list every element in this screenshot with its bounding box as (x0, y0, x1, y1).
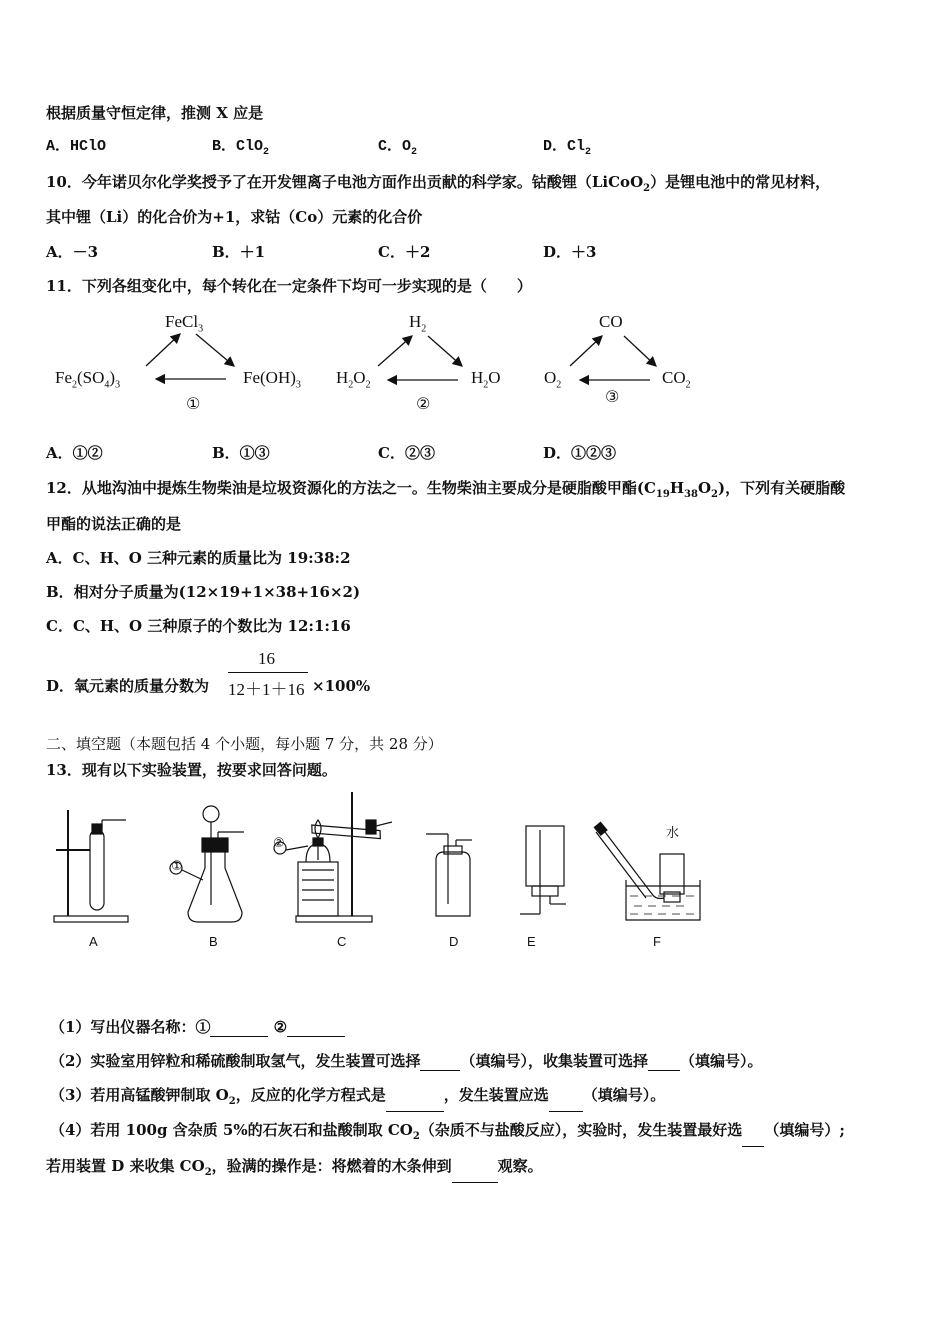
blank-2[interactable] (287, 1020, 345, 1037)
label-f: F (653, 934, 661, 949)
q10-option-b: B．＋1 (212, 243, 266, 261)
q9-stem-tail: 根据质量守恒定律，推测 X 应是 (46, 104, 264, 122)
q12-stem-line1: 12．从地沟油中提炼生物柴油是垃圾资源化的方法之一。生物柴油主要成分是硬脂酸甲酯$(C_{19}H_{38}O_2)$，下列有关硬脂酸 (46, 479, 846, 500)
diagram2-right: $H_2O$ (471, 368, 501, 391)
q12-option-c: C．C、H、O 三种原子的个数比为 12:1:16 (46, 617, 351, 635)
q12-option-d-tail: ×100% (312, 677, 371, 695)
q12-option-b: B．相对分子质量为(12×19+1×38+16×2) (46, 583, 361, 601)
blank-3[interactable] (420, 1054, 460, 1071)
blank-1[interactable] (210, 1020, 268, 1037)
d1-arrow-down (196, 334, 234, 366)
q11-stem: 11．下列各组变化中，每个转化在一定条件下均可一步实现的是（ ） (46, 277, 532, 295)
q13-stem: 13．现有以下实验装置，按要求回答问题。 (46, 761, 337, 779)
q13-part3: （3）若用高锰酸钾制取 $O_2$，反应的化学方程式是 ，发生装置应选 （填编号）。 (50, 1085, 665, 1112)
diagram2-top: $H_2$ (409, 312, 427, 335)
q9-option-d: D．$Cl_2$ (543, 138, 592, 158)
diagram1-top: FeCl$_3$ (165, 312, 204, 335)
q11-arrows (0, 0, 950, 430)
label-a: A (89, 934, 98, 949)
q10-option-a: A．－3 (46, 243, 99, 261)
q9-option-b: B．ClO$_2$ (212, 138, 270, 158)
d1-arrow-up (146, 334, 180, 366)
q12-stem-line2: 甲酯的说法正确的是 (46, 515, 182, 533)
q11-option-a: A．①② (46, 444, 103, 462)
blank-5[interactable] (386, 1095, 444, 1112)
blank-7[interactable] (742, 1130, 764, 1147)
q12-fraction-numerator: 16 (258, 649, 275, 668)
q13-part4-line2: 若用装置 D 来收集 $CO_2$，验满的操作是：将燃着的木条伸到 观察。 (46, 1156, 543, 1183)
q10-stem-line1: 10．今年诺贝尔化学奖授予了在开发锂离子电池方面作出贡献的科学家。钴酸锂（LiCoO$_2$）是锂电池中的常见材料， (46, 173, 831, 194)
q11-option-b: B．①③ (212, 444, 270, 462)
label-d: D (449, 934, 459, 949)
apparatus-a (54, 810, 128, 922)
apparatus-c (274, 792, 392, 922)
q9-option-a: A．HClO (46, 138, 107, 155)
q13-apparatus (0, 780, 950, 930)
q12-fraction-denominator: 12＋1＋16 (228, 680, 305, 699)
q12-option-d: D．氧元素的质量分数为 (46, 677, 210, 695)
apparatus-d (426, 834, 472, 916)
diagram3-number: ③ (605, 387, 620, 406)
q11-option-d: D．①②③ (543, 444, 617, 462)
diagram1-number: ① (186, 394, 201, 413)
q12-option-a: A．C、H、O 三种元素的质量比为 19:38:2 (46, 549, 351, 567)
diagram3-right: $CO_2$ (662, 368, 691, 391)
q13-part4: （4）若用 100g 含杂质 5%的石灰石和盐酸制取 $CO_2$（杂质不与盐酸反应），实验时，发生装置最好选 （填编号）; (50, 1120, 845, 1147)
diagram2-left: $H_2O_2$ (336, 368, 371, 391)
q10-stem-line2: 其中锂（Li）的化合价为+1，求钴（Co）元素的化合价 (46, 208, 423, 226)
q10-option-d: D．＋3 (543, 243, 597, 261)
q13-part2: （2）实验室用锌粒和稀硫酸制取氢气，发生装置可选择 （填编号），收集装置可选择 （填编号）。 (50, 1052, 763, 1070)
q11-option-c: C．②③ (378, 444, 435, 462)
diagram1-right: $Fe(OH)_3$ (243, 368, 301, 391)
q9-option-c: C．$O_2$ (378, 138, 418, 158)
d3-arrow-down (624, 336, 656, 366)
diagram2-number: ② (416, 394, 431, 413)
blank-4[interactable] (648, 1054, 680, 1071)
d2-arrow-down (428, 336, 462, 366)
label-c: C (337, 934, 347, 949)
section2-heading: 二、填空题（本题包括 4 个小题，每小题 7 分，共 28 分） (46, 735, 443, 753)
diagram3-left: $O_2$ (544, 368, 562, 391)
mark-2: ② (273, 836, 285, 851)
label-e: E (527, 934, 536, 949)
d3-arrow-up (570, 336, 602, 366)
blank-8[interactable] (452, 1166, 498, 1183)
label-b: B (209, 934, 218, 949)
apparatus-f (594, 822, 700, 920)
blank-6[interactable] (549, 1095, 583, 1112)
mark-1: ① (171, 859, 183, 874)
diagram3-top: CO (599, 312, 623, 331)
apparatus-e (520, 826, 566, 914)
q10-option-c: C．＋2 (378, 243, 431, 261)
q13-part1: （1）写出仪器名称：① ② (50, 1017, 345, 1037)
d2-arrow-up (378, 336, 412, 366)
water-label: 水 (666, 825, 680, 840)
diagram1-left: $Fe_2(SO_4)_3$ (55, 368, 121, 391)
q12-fraction-bar (228, 672, 308, 673)
